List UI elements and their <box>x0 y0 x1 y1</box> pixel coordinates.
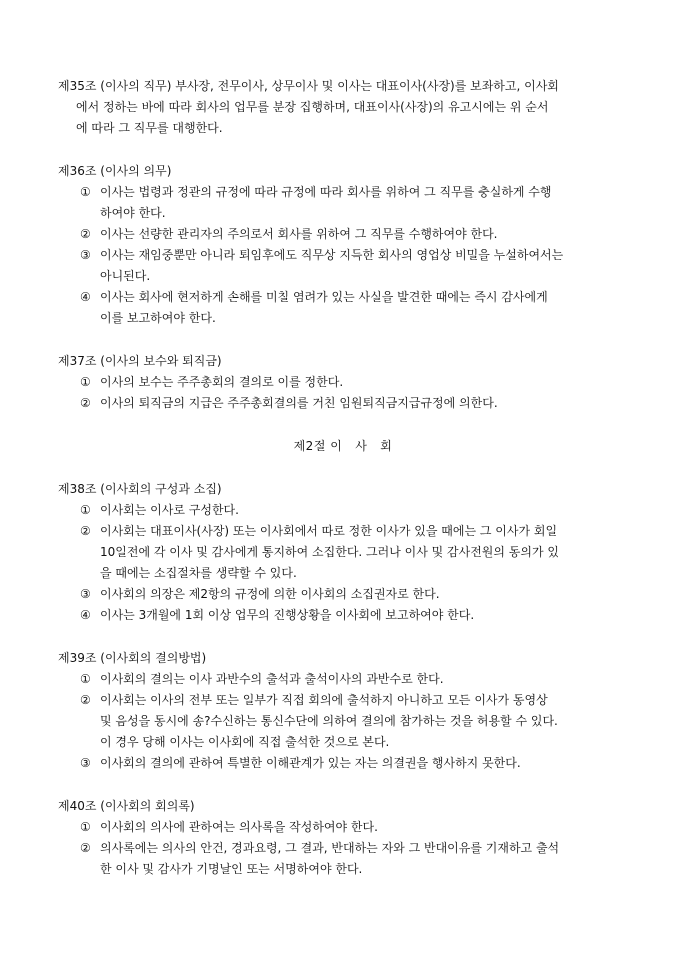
clause-item <box>58 521 628 584</box>
chapter-heading <box>58 436 628 457</box>
article-heading: 제40조 (이사회의 회의록) <box>58 799 195 813</box>
clause-number: ③ <box>80 587 91 601</box>
article-heading: 제37조 (이사의 보수와 퇴직금) <box>58 354 222 368</box>
clause-list <box>58 817 628 880</box>
clause-line: 이를 보고하여야 한다. <box>100 311 216 325</box>
clause-text <box>100 245 628 287</box>
clause-item <box>58 838 628 880</box>
clause-line: 이사는 재임중뿐만 아니라 퇴임후에도 직무상 지득한 회사의 영업상 비밀을 누설하여서는 <box>100 248 564 262</box>
clause-item <box>58 584 628 605</box>
clause-line: 이사회는 대표이사(사장) 또는 이사회에서 따로 정한 이사가 있을 때에는 그 이사가 회일 <box>100 524 558 538</box>
clause-text <box>100 521 628 584</box>
clause-item <box>58 182 628 224</box>
clause-number: ① <box>80 375 91 389</box>
clause-line: 이사는 법령과 정관의 규정에 따라 규정에 따라 회사를 위하여 그 직무를 충실하게 수행 <box>100 185 552 199</box>
clause-text <box>100 287 628 329</box>
clause-text <box>100 584 628 605</box>
clause-list <box>58 500 628 626</box>
clause-number: ① <box>80 503 91 517</box>
clause-number: ① <box>80 820 91 834</box>
clause-number: ② <box>80 524 91 538</box>
clause-text <box>100 817 628 838</box>
clause-text <box>100 372 628 393</box>
clause-number: ② <box>80 693 91 707</box>
clause-text <box>100 838 628 880</box>
clause-number: ② <box>80 841 91 855</box>
clause-item <box>58 393 628 414</box>
article-heading: 제36조 (이사의 의무) <box>58 164 172 178</box>
clause-line: 이사회의 결의에 관하여 특별한 이해관계가 있는 자는 의결권을 행사하지 못한다. <box>100 756 521 770</box>
clause-text <box>100 224 628 245</box>
article-35 <box>58 76 628 139</box>
article-39 <box>58 648 628 774</box>
chapter-title: 제2절 이 사 회 <box>293 439 393 453</box>
clause-line: 10일전에 각 이사 및 감사에게 통지하여 소집한다. 그러나 이사 및 감사전원의 동의가 있 <box>100 545 559 559</box>
clause-number: ② <box>80 396 91 410</box>
clause-line: 및 음성을 동시에 송?수신하는 통신수단에 의하여 결의에 참가하는 것을 허용할 수 있다. <box>100 714 558 728</box>
clause-item <box>58 245 628 287</box>
clause-line: 한 이사 및 감사가 기명날인 또는 서명하여야 한다. <box>100 862 363 876</box>
clause-text <box>100 753 628 774</box>
clause-number: ④ <box>80 290 91 304</box>
article-37 <box>58 351 628 414</box>
clause-text <box>100 393 628 414</box>
article-38 <box>58 479 628 626</box>
clause-item <box>58 372 628 393</box>
clause-text <box>100 669 628 690</box>
clause-line: 이사회는 이사로 구성한다. <box>100 503 239 517</box>
clause-item <box>58 224 628 245</box>
clause-line: 이사회의 결의는 이사 과반수의 출석과 출석이사의 과반수로 한다. <box>100 672 444 686</box>
clause-text <box>100 605 628 626</box>
article-heading: 제39조 (이사회의 결의방법) <box>58 651 207 665</box>
clause-text <box>100 500 628 521</box>
clause-number: ④ <box>80 608 91 622</box>
clause-line: 이사의 퇴직금의 지급은 주주총회결의를 거친 임원퇴직금지급규정에 의한다. <box>100 396 498 410</box>
article-40 <box>58 796 628 880</box>
clause-number: ③ <box>80 248 91 262</box>
article-text: 제35조 (이사의 직무) 부사장, 전무이사, 상무이사 및 이사는 대표이사(사장)를 보좌하고, 이사회 <box>58 79 559 93</box>
clause-line: 이사의 보수는 주주총회의 결의로 이를 정한다. <box>100 375 344 389</box>
clause-number: ① <box>80 672 91 686</box>
clause-text <box>100 182 628 224</box>
article-text: 에 따라 그 직무를 대행한다. <box>76 121 223 135</box>
clause-item <box>58 690 628 753</box>
clause-item <box>58 287 628 329</box>
clause-line: 하여야 한다. <box>100 206 166 220</box>
clause-text <box>100 690 628 753</box>
clause-item <box>58 500 628 521</box>
clause-line: 이 경우 당해 이사는 이사회에 직접 출석한 것으로 본다. <box>100 735 390 749</box>
clause-number: ③ <box>80 756 91 770</box>
clause-line: 의사록에는 의사의 안건, 경과요령, 그 결과, 반대하는 자와 그 반대이유를 기재하고 출석 <box>100 841 560 855</box>
clause-line: 이사회는 이사의 전부 또는 일부가 직접 회의에 출석하지 아니하고 모든 이사가 동영상 <box>100 693 548 707</box>
clause-line: 이사회의 의사에 관하여는 의사록을 작성하여야 한다. <box>100 820 378 834</box>
clause-number: ② <box>80 227 91 241</box>
clause-line: 아니된다. <box>100 269 151 283</box>
article-heading: 제38조 (이사회의 구성과 소집) <box>58 482 222 496</box>
clause-line: 이사는 3개월에 1회 이상 업무의 진행상황을 이사회에 보고하여야 한다. <box>100 608 475 622</box>
clause-line: 이사는 선량한 관리자의 주의로서 회사를 위하여 그 직무를 수행하여야 한다. <box>100 227 498 241</box>
clause-list <box>58 372 628 414</box>
article-36 <box>58 161 628 329</box>
clause-number: ① <box>80 185 91 199</box>
clause-list <box>58 182 628 329</box>
clause-line: 을 때에는 소집절차를 생략할 수 있다. <box>100 566 297 580</box>
clause-item <box>58 605 628 626</box>
clause-item <box>58 817 628 838</box>
clause-item <box>58 753 628 774</box>
clause-line: 이사는 회사에 현저하게 손해를 미칠 염려가 있는 사실을 발견한 때에는 즉시 감사에게 <box>100 290 548 304</box>
clause-list <box>58 669 628 774</box>
article-text: 에서 정하는 바에 따라 회사의 업무를 분장 집행하며, 대표이사(사장)의 유고시에는 위 순서 <box>76 100 549 114</box>
clause-line: 이사회의 의장은 제2항의 규정에 의한 이사회의 소집권자로 한다. <box>100 587 440 601</box>
clause-item <box>58 669 628 690</box>
